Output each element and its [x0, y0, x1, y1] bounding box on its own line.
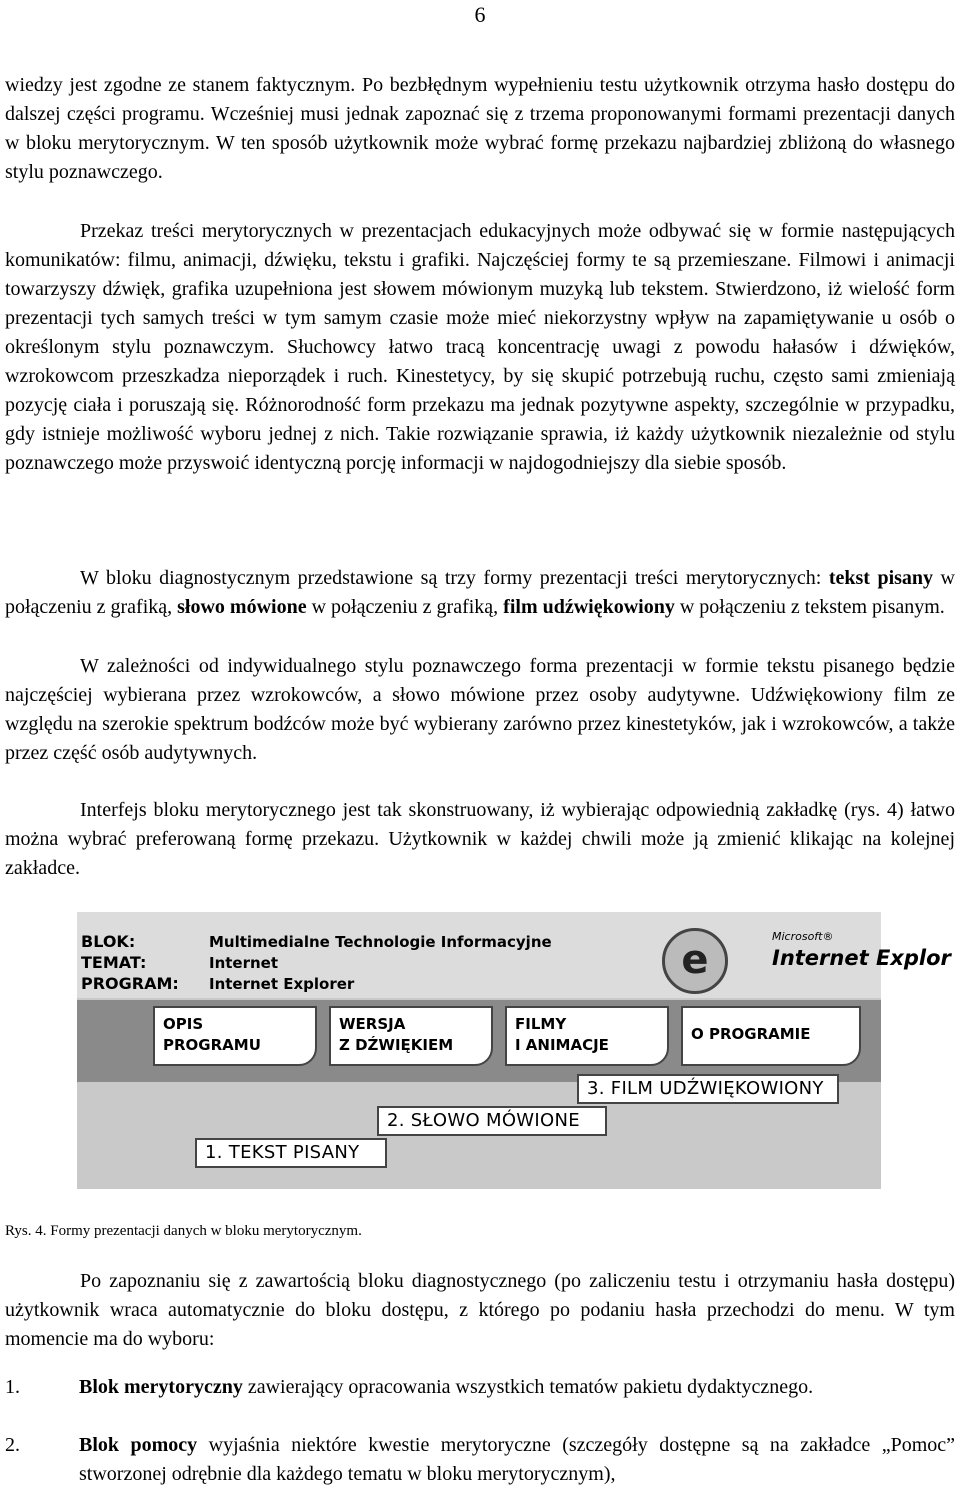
tab-opis-programu[interactable] — [153, 1006, 317, 1066]
figure-caption: Rys. 4. Formy prezentacji danych w bloku merytorycznym. — [5, 1223, 362, 1239]
meta-value-temat: Internet — [209, 954, 279, 972]
list-item-title: Blok merytoryczny — [79, 1376, 243, 1398]
tab-label: WERSJA — [339, 1015, 406, 1033]
list-item-title: Blok pomocy — [79, 1434, 198, 1456]
paragraph-3 — [5, 564, 955, 622]
bold-term-spoken: słowo mówione — [177, 596, 307, 618]
tab-label: O PROGRAMIE — [691, 1025, 811, 1043]
bold-term-film: film udźwiękowiony — [503, 596, 675, 618]
tab-label: PROGRAMU — [163, 1036, 261, 1054]
tab-wersja-z-dzwiekiem[interactable] — [329, 1006, 493, 1066]
bold-term-text: tekst pisany — [828, 567, 934, 589]
paragraph-4: W zależności od indywidualnego stylu poznawczego forma prezentacji w formie tekstu pisanego będzie najczęściej wybierana przez wzrokowców, a słowo mówione przez osoby audytywne. Udźwiękowiony film ze względu na szerokie spektrum bodźców może być wybierany zarówno przez kinestetyków, jak i wzrokowców, a także przez część osób audytywnych. — [5, 655, 955, 764]
text-run: W bloku diagnostycznym przedstawione są trzy formy prezentacji treści merytorycznych: — [80, 567, 829, 589]
meta-value-program: Internet Explorer — [209, 975, 355, 993]
option-film-udzwiekowiony[interactable]: 3. FILM UDŹWIĘKOWIONY — [577, 1074, 839, 1104]
internet-explorer-logo — [662, 922, 951, 992]
tab-label: I ANIMACJE — [515, 1036, 609, 1054]
list-item-text: zawierający opracowania wszystkich tematów pakietu dydaktycznego. — [242, 1376, 814, 1398]
meta-label-program: PROGRAM: — [81, 974, 179, 993]
text-run: w połączeniu z grafiką, — [306, 596, 504, 618]
meta-value-blok: Multimedialne Technologie Informacyjne — [209, 933, 552, 951]
logo-microsoft: Microsoft® — [772, 930, 834, 943]
page-number: 6 — [474, 2, 486, 27]
option-tekst-pisany[interactable]: 1. TEKST PISANY — [195, 1138, 387, 1168]
text-run: w połączeniu z tekstem pisanym. — [674, 596, 945, 618]
paragraph-5: Interfejs bloku merytorycznego jest tak skonstruowany, iż wybierając odpowiednią zakładkę (rys. 4) łatwo można wybrać preferowaną formę przekazu. Użytkownik w każdej chwili może ją zmienić klikając na kolejnej zakładce. — [5, 799, 955, 879]
paragraph-6: Po zapoznaniu się z zawartością bloku diagnostycznego (po zaliczeniu testu i otrzymaniu hasła dostępu) użytkownik wraca automatycznie do bloku dostępu, z którego po podaniu hasła przechodzi do menu. W tym momencie ma do wyboru: — [5, 1270, 955, 1350]
meta-label-blok: BLOK: — [81, 932, 136, 951]
list-item-text: wyjaśnia niektóre kwestie merytoryczne (szczegóły dostępne są na zakładce „Pomoc” stworzonej odrębnie dla każdego tematu w bloku merytorycznym), — [79, 1434, 956, 1485]
tab-label: FILMY — [515, 1015, 567, 1033]
tab-filmy-i-animacje[interactable] — [505, 1006, 669, 1066]
paragraph-1: wiedzy jest zgodne ze stanem faktycznym. Po bezbłędnym wypełnieniu testu użytkownik otrzyma hasło dostępu do dalszej części programu. Wcześniej musi jednak zapoznać się z trzema proponowanymi formami prezentacji danych w bloku merytorycznym. W ten sposób użytkownik może wybrać formę przekazu najbardziej zbliżoną do własnego stylu poznawczego. — [5, 74, 955, 183]
option-slowo-mowione[interactable]: 2. SŁOWO MÓWIONE — [377, 1106, 607, 1136]
tab-label: Z DŹWIĘKIEM — [339, 1036, 454, 1054]
paragraph-2: Przekaz treści merytorycznych w prezentacjach edukacyjnych może odbywać się w formie następujących komunikatów: filmu, animacji, dźwięku, tekstu i grafiki. Najczęściej formy te są przemieszane. Filmowi i animacji towarzyszy dźwięk, grafika uzupełniona jest słowem mówionym muzyką lub tekstem. Stwierdzono, iż wielość form prezentacji tych samych treści w tym samym czasie może mieć niekorzystny wpływ na zapamiętywanie u osób o określonym stylu poznawczym. Słuchowcy łatwo tracą koncentrację uwagi z powodu hałasów i dźwięków, wzrokowcom przeszkadza nieporządek i ruch. Kinestetycy, by się skupić potrzebują ruchu, często sami zmieniają pozycję ciała i poruszają się. Różnorodność form przekazu ma jednak pozytywne aspekty, szczególnie w przypadku, gdy istnieje możliwość wyboru jednej z nich. Takie rozwiązanie sprawia, iż każdy użytkownik niezależnie od stylu poznawczego może przyswoić identyczną porcję informacji w najdogodniejszy dla siebie sposób. — [5, 220, 955, 474]
tab-o-programie[interactable] — [681, 1006, 861, 1066]
list-item — [79, 1373, 955, 1402]
list-number: 2. — [5, 1434, 20, 1456]
ie-e-icon: e — [662, 928, 728, 994]
figure-header — [77, 912, 951, 998]
meta-label-temat: TEMAT: — [81, 953, 147, 972]
figure-interface-screenshot — [77, 912, 951, 1189]
list-item — [79, 1431, 955, 1489]
logo-internet-explorer: Internet Explor — [772, 946, 951, 970]
tab-label: OPIS — [163, 1015, 204, 1033]
text-run: w połączeniu z grafiką, — [5, 567, 955, 618]
list-number: 1. — [5, 1376, 20, 1398]
